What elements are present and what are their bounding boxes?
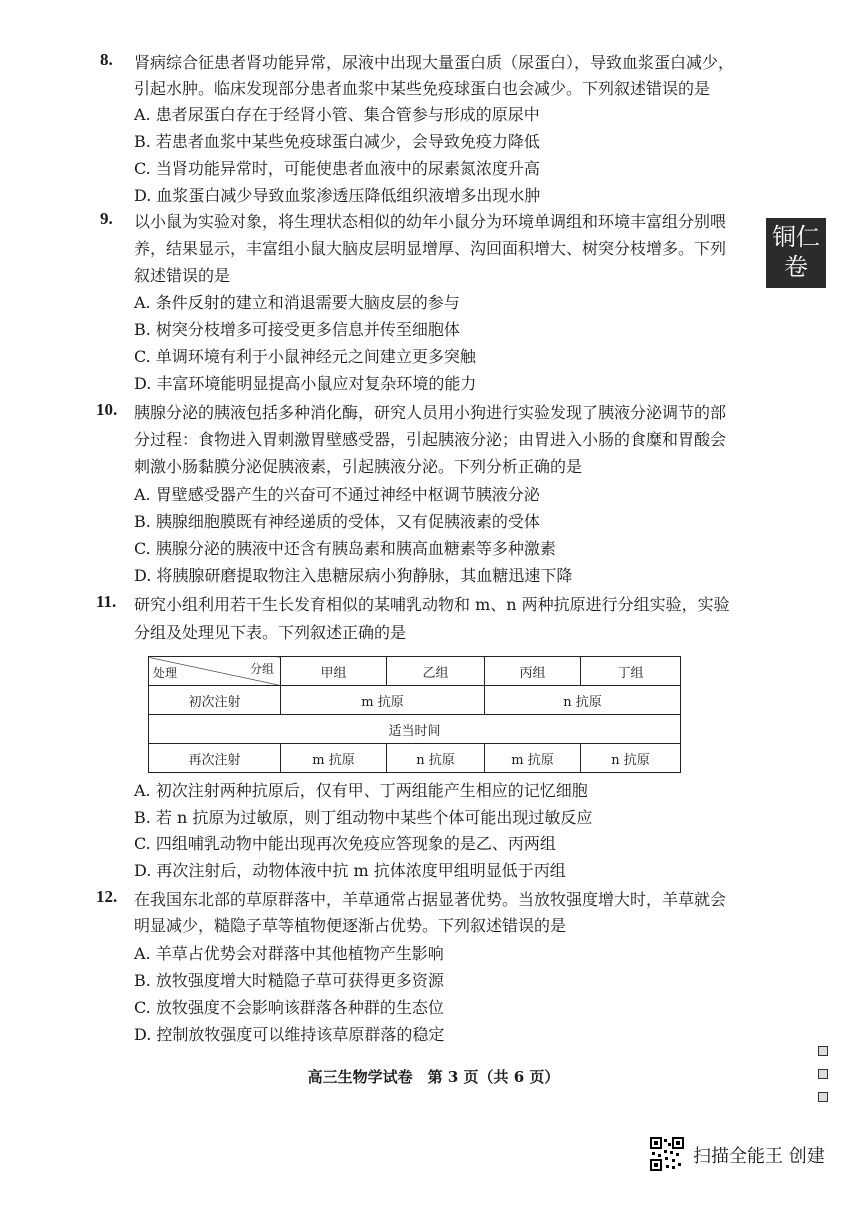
- table-row-label: 再次注射: [149, 744, 281, 773]
- option-a: A. 条件反射的建立和消退需要大脑皮层的参与: [134, 293, 460, 312]
- option-a: A. 羊草占优势会对群落中其他植物产生影响: [134, 944, 444, 963]
- option-d: D. 丰富环境能明显提高小鼠应对复杂环境的能力: [134, 374, 477, 393]
- table-row-label: 初次注射: [149, 686, 281, 715]
- question-stem-line: 胰腺分泌的胰液包括多种消化酶，研究人员用小狗进行实验发现了胰液分泌调节的部: [134, 403, 727, 422]
- question-number: 11.: [96, 592, 117, 611]
- question-stem-line: 在我国东北部的草原群落中，羊草通常占据显著优势。当放牧强度增大时，羊草就会: [134, 890, 727, 909]
- option-c: C. 放牧强度不会影响该群落各种群的生态位: [134, 998, 444, 1017]
- option-d: D. 血浆蛋白减少导致血浆渗透压降低组织液增多出现水肿: [134, 186, 541, 205]
- option-b: B. 胰腺细胞膜既有神经递质的受体，又有促胰液素的受体: [134, 512, 540, 531]
- table-span-cell: 适当时间: [149, 715, 681, 744]
- question-stem-line: 分过程：食物进入胃刺激胃壁感受器，引起胰液分泌；由胃进入小肠的食糜和胃酸会: [134, 430, 727, 449]
- table-cell: m 抗原: [281, 744, 387, 773]
- table-cell: n 抗原: [581, 744, 681, 773]
- option-c: C. 当肾功能异常时，可能使患者血液中的尿素氮浓度升高: [134, 159, 540, 178]
- page-footer: 高三生物学试卷 第 3 页（共 6 页）: [307, 1068, 560, 1086]
- square-mark-icon: [818, 1046, 828, 1056]
- square-mark-icon: [818, 1092, 828, 1102]
- question-stem-line: 引起水肿。临床发现部分患者血浆中某些免疫球蛋白也会减少。下列叙述错误的是: [134, 79, 711, 98]
- option-b: B. 若 n 抗原为过敏原，则丁组动物中某些个体可能出现过敏反应: [134, 808, 593, 827]
- question-number: 8.: [100, 50, 113, 69]
- option-c: C. 胰腺分泌的胰液中还含有胰岛素和胰高血糖素等多种激素: [134, 539, 556, 558]
- qr-code-icon: [650, 1137, 684, 1171]
- question-stem-line: 肾病综合征患者肾功能异常，尿液中出现大量蛋白质（尿蛋白），导致血浆蛋白减少，: [134, 53, 735, 72]
- table-cell: n 抗原: [387, 744, 485, 773]
- option-d: D. 将胰腺研磨提取物注入患糖尿病小狗静脉，其血糖迅速下降: [134, 566, 573, 585]
- option-a: A. 胃壁感受器产生的兴奋可不通过神经中枢调节胰液分泌: [134, 485, 540, 504]
- option-d: D. 再次注射后，动物体液中抗 m 抗体浓度甲组明显低于丙组: [134, 861, 566, 880]
- table-cell: n 抗原: [485, 686, 681, 715]
- side-marks: [818, 1046, 828, 1115]
- scanner-watermark: 扫描全能王 创建: [693, 1146, 825, 1167]
- question-stem-line: 明显减少，糙隐子草等植物便逐渐占优势。下列叙述错误的是: [134, 916, 567, 935]
- table-cell: m 抗原: [485, 744, 581, 773]
- question-stem-line: 以小鼠为实验对象，将生理状态相似的幼年小鼠分为环境单调组和环境丰富组分别喂: [134, 212, 727, 231]
- option-c: C. 四组哺乳动物中能出现再次免疫应答现象的是乙、丙两组: [134, 834, 556, 853]
- option-b: B. 若患者血浆中某些免疫球蛋白减少，会导致免疫力降低: [134, 132, 540, 151]
- question-number: 10.: [96, 400, 118, 419]
- corner-label-group: 分组: [249, 662, 274, 676]
- table-header-cell: 甲组: [281, 657, 387, 686]
- option-b: B. 放牧强度增大时糙隐子草可获得更多资源: [134, 971, 444, 990]
- question-stem-line: 叙述错误的是: [134, 266, 231, 285]
- table-header-cell: 丁组: [581, 657, 681, 686]
- option-b: B. 树突分枝增多可接受更多信息并传至细胞体: [134, 320, 460, 339]
- region-tab-line1: 铜仁: [772, 223, 820, 251]
- region-tab: [766, 218, 826, 288]
- corner-label-treatment: 处理: [153, 666, 178, 680]
- table-header-cell: 丙组: [485, 657, 581, 686]
- region-tab-line2: 卷: [784, 253, 808, 281]
- option-d: D. 控制放牧强度可以维持该草原群落的稳定: [134, 1025, 445, 1044]
- question-stem-line: 养，结果显示，丰富组小鼠大脑皮层明显增厚、沟回面积增大、树突分枝增多。下列: [134, 239, 727, 258]
- option-a: A. 初次注射两种抗原后，仅有甲、丁两组能产生相应的记忆细胞: [134, 781, 588, 800]
- question-stem-line: 分组及处理见下表。下列叙述正确的是: [134, 623, 407, 642]
- question-stem-line: 研究小组利用若干生长发育相似的某哺乳动物和 m、n 两种抗原进行分组实验，实验: [134, 595, 730, 614]
- grouping-table: [148, 656, 681, 773]
- square-mark-icon: [818, 1069, 828, 1079]
- question-stem-line: 刺激小肠黏膜分泌促胰液素，引起胰液分泌。下列分析正确的是: [134, 457, 583, 476]
- option-a: A. 患者尿蛋白存在于经肾小管、集合管参与形成的原尿中: [134, 105, 540, 124]
- question-number: 12.: [96, 887, 118, 906]
- table-header-cell: 乙组: [387, 657, 485, 686]
- table-cell: m 抗原: [281, 686, 485, 715]
- table-corner-cell: [149, 657, 281, 686]
- question-number: 9.: [100, 209, 113, 228]
- option-c: C. 单调环境有利于小鼠神经元之间建立更多突触: [134, 347, 476, 366]
